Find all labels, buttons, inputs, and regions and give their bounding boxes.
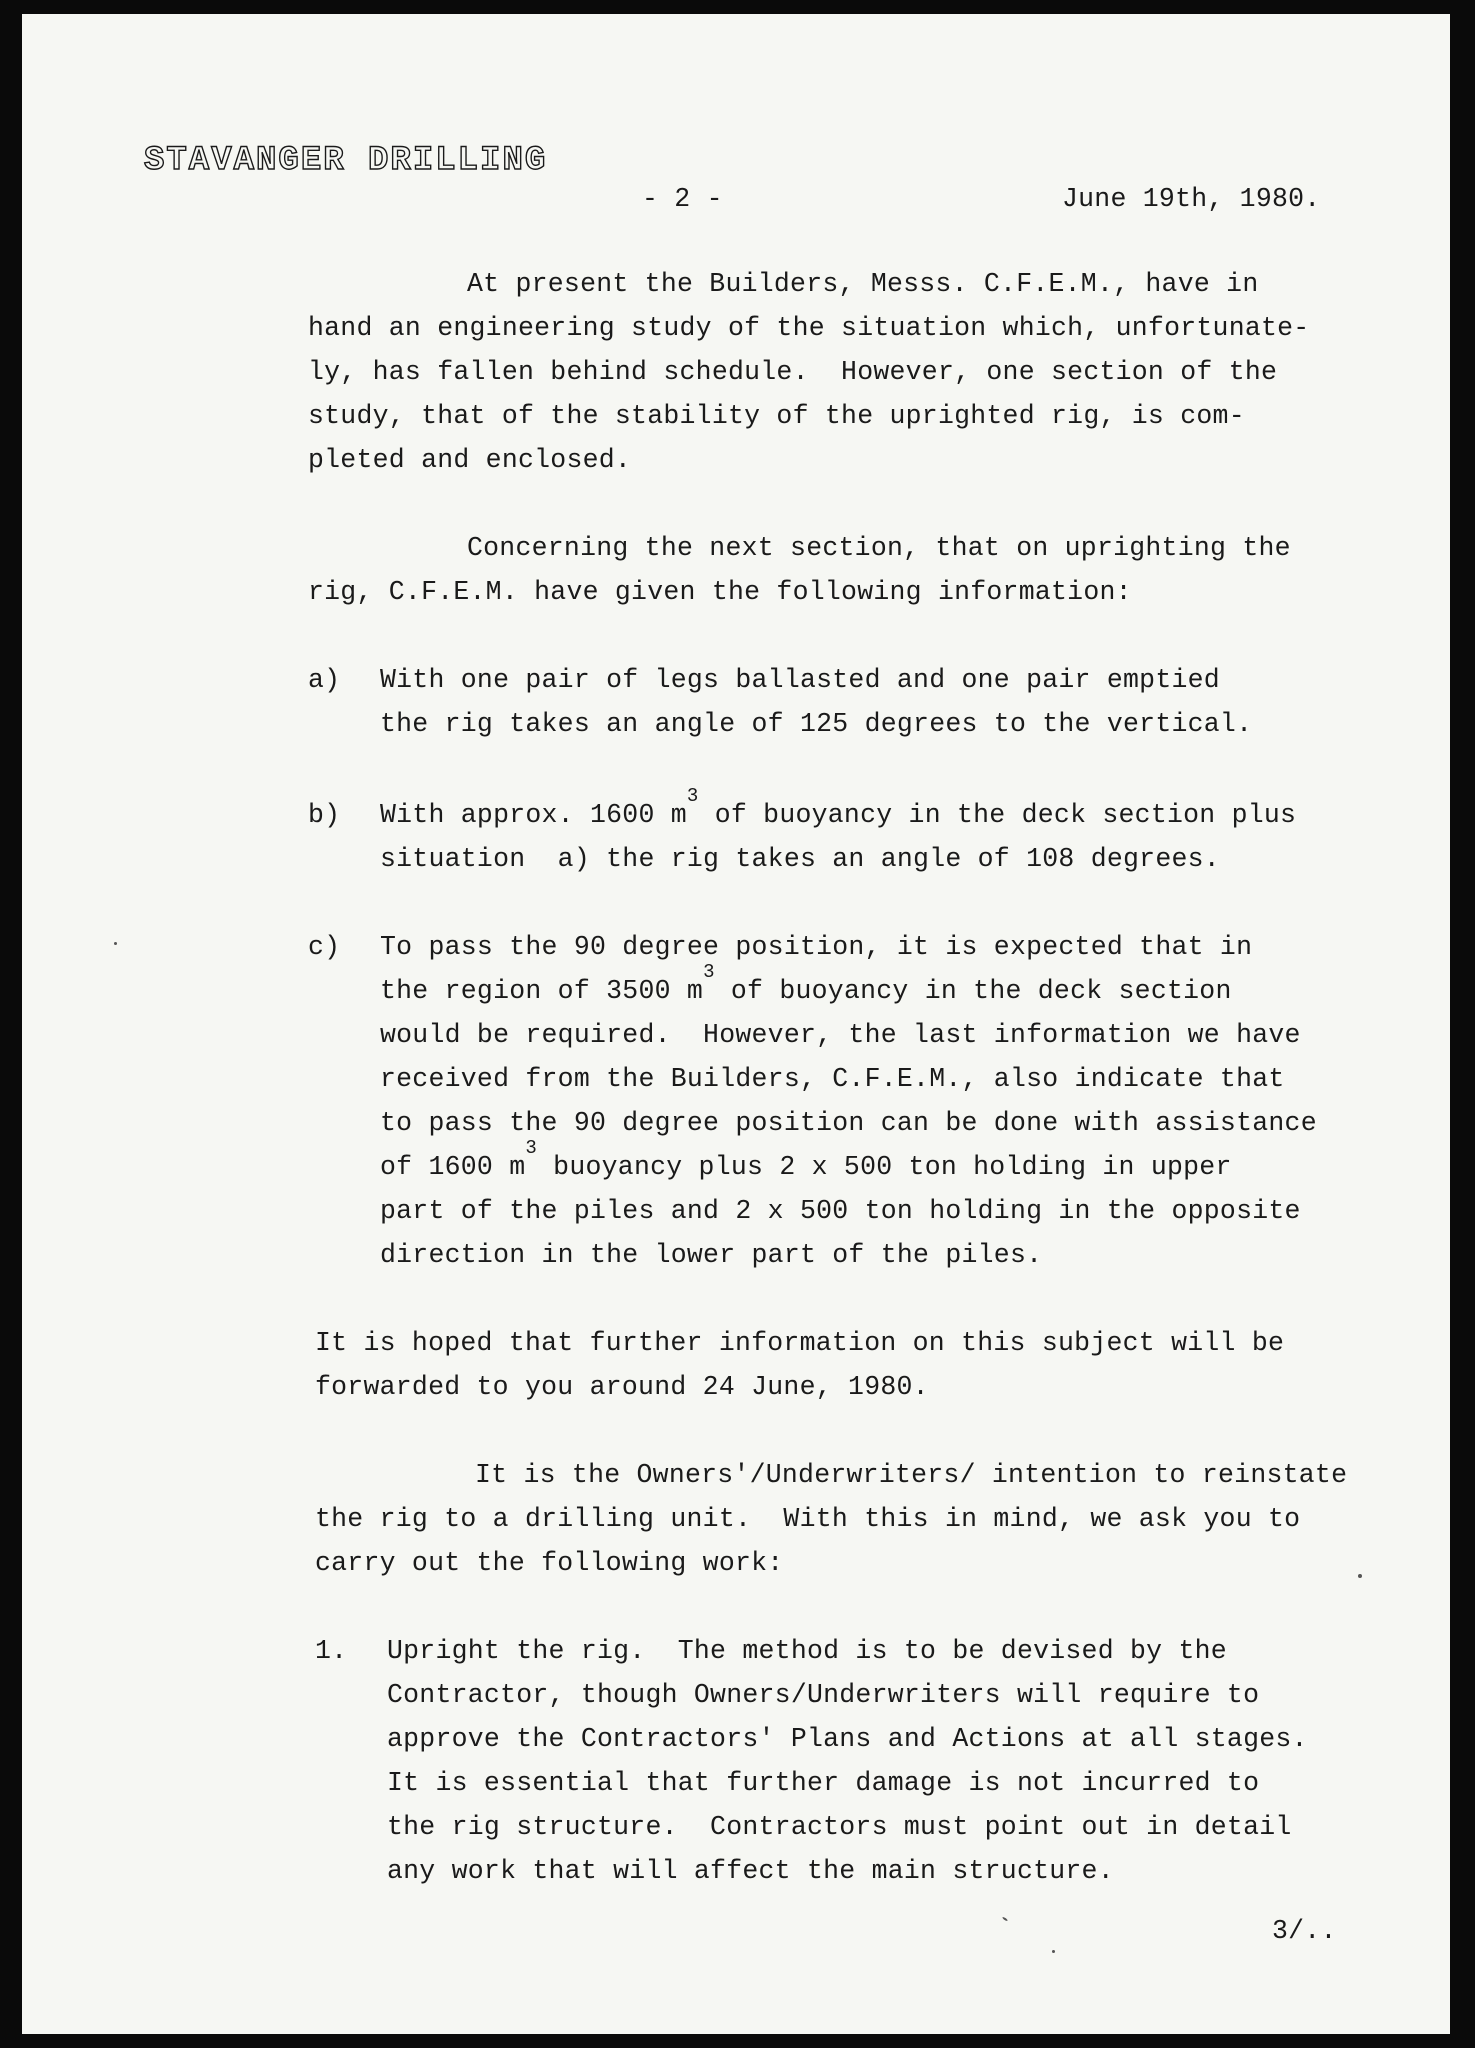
superscript-3: 3	[703, 961, 715, 983]
item-c-line-3: would be required. However, the last information we have	[380, 1020, 1301, 1050]
p4-line-1: It is the Owners'/Underwriters/ intention to reinstate	[475, 1460, 1348, 1490]
p2-line-1: Concerning the next section, that on uprighting the	[467, 533, 1291, 563]
p1-line-1: At present the Builders, Messs. C.F.E.M., have in	[467, 269, 1259, 299]
p3-line-1: It is hoped that further information on this subject will be	[315, 1328, 1285, 1358]
p4-line-2: the rig to a drilling unit. With this in mind, we ask you to	[315, 1504, 1301, 1534]
scan-speck	[1052, 1950, 1055, 1953]
item-1-line-4: It is essential that further damage is not incurred to	[387, 1768, 1260, 1798]
item-c-line-5: to pass the 90 degree position can be done with assistance	[380, 1108, 1317, 1138]
letter-date: June 19th, 1980.	[1062, 184, 1321, 214]
item-c-line-2: the region of 3500 $m^3$ of buoyancy in the deck section	[380, 961, 1232, 1006]
item-c-line-8: direction in the lower part of the piles.	[380, 1240, 1043, 1270]
p3-line-2: forwarded to you around 24 June, 1980.	[315, 1372, 929, 1402]
p1-line-3: ly, has fallen behind schedule. However, one section of the	[308, 357, 1278, 387]
p4-line-3: carry out the following work:	[315, 1548, 784, 1578]
superscript-3: 3	[525, 1137, 538, 1159]
item-1-line-2: Contractor, though Owners/Underwriters will require to	[387, 1680, 1260, 1710]
item-b-line-1: With approx. 1600 $m^3$ of buoyancy in the deck section plus	[380, 785, 1297, 830]
item-c-line-1: To pass the 90 degree position, it is expected that in	[380, 932, 1253, 962]
item-1-line-5: the rig structure. Contractors must point out in detail	[387, 1812, 1292, 1842]
scan-speck	[1002, 1916, 1008, 1921]
item-1-line-6: any work that will affect the main structure.	[387, 1856, 1114, 1886]
item-1-line-3: approve the Contractors' Plans and Actions at all stages.	[387, 1724, 1308, 1754]
superscript-3: 3	[686, 785, 699, 807]
item-c-marker: c)	[308, 932, 341, 962]
item-b-marker: b)	[308, 800, 341, 830]
p1-line-4: study, that of the stability of the uprighted rig, is com-	[308, 401, 1245, 431]
document-page	[22, 14, 1450, 2034]
page-number: - 2 -	[642, 184, 723, 214]
p1-line-5: pleted and enclosed.	[308, 445, 632, 475]
item-c-line-6: of 1600 $m^3$ buoyancy plus 2 x 500 ton holding in upper	[380, 1137, 1232, 1182]
item-c-line-7: part of the piles and 2 x 500 ton holding in the opposite	[380, 1196, 1301, 1226]
continuation-marker: 3/..	[1272, 1916, 1337, 1946]
item-c-line-4: received from the Builders, C.F.E.M., also indicate that	[380, 1064, 1285, 1094]
item-a-marker: a)	[308, 665, 341, 695]
scan-speck	[114, 942, 117, 945]
p1-line-2: hand an engineering study of the situation which, unfortunate-	[308, 313, 1310, 343]
scan-speck	[1358, 1574, 1362, 1578]
item-a-line-1: With one pair of legs ballasted and one pair emptied	[380, 665, 1220, 695]
p2-line-2: rig, C.F.E.M. have given the following information:	[308, 577, 1132, 607]
item-1-marker: 1.	[315, 1636, 348, 1666]
item-1-line-1: Upright the rig. The method is to be devised by the	[387, 1636, 1227, 1666]
item-a-line-2: the rig takes an angle of 125 degrees to the vertical.	[380, 709, 1253, 739]
company-logo: STAVANGER DRILLING	[144, 142, 548, 180]
item-b-line-2: situation a) the rig takes an angle of 108 degrees.	[380, 844, 1220, 874]
